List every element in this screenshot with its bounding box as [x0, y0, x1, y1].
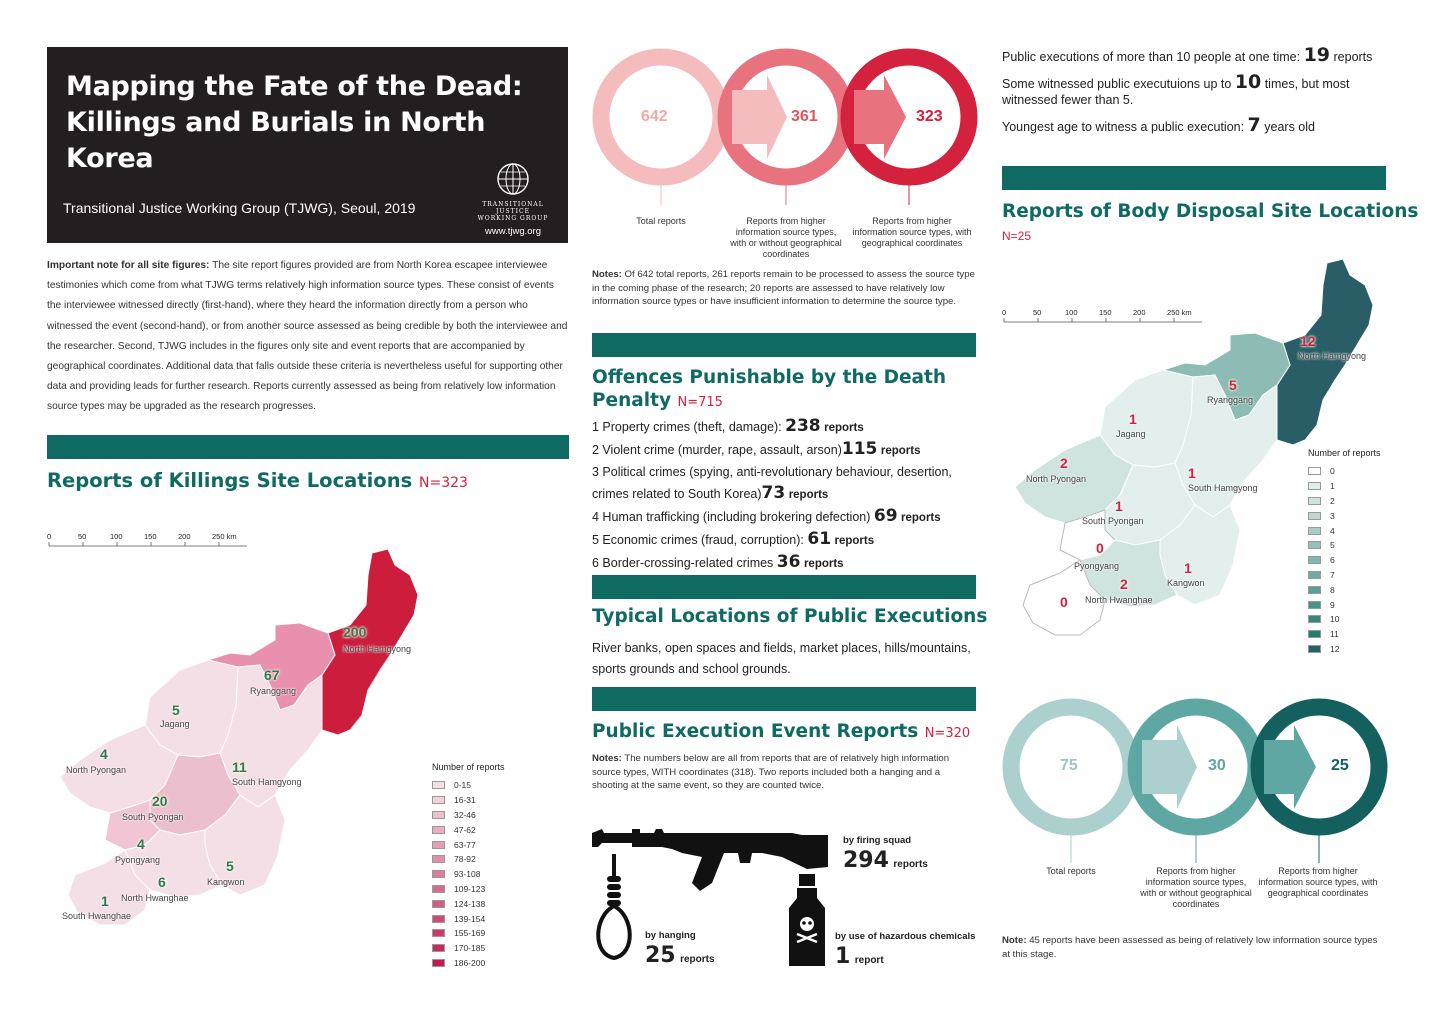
- legend-swatch: [432, 944, 445, 952]
- flow-value-coords: 25: [1331, 757, 1349, 774]
- disposal-legend-row: [1308, 553, 1381, 568]
- killings-count-jagang: 5: [172, 702, 180, 718]
- disposal-legend-row: [1308, 642, 1381, 657]
- disposal-legend-row: [1308, 494, 1381, 509]
- legend-swatch: [1308, 601, 1321, 609]
- killings-legend-row: [432, 896, 505, 911]
- legend-swatch: [1308, 615, 1321, 623]
- legend-swatch: [432, 796, 445, 804]
- killings-legend-row: [432, 926, 505, 941]
- legend-label: 47-62: [454, 824, 476, 835]
- legend-swatch: [432, 870, 445, 878]
- disposal-legend-row: [1308, 508, 1381, 523]
- legend-label: 170-185: [454, 943, 486, 954]
- subtitle: Transitional Justice Working Group (TJWG), Seoul, 2019: [63, 200, 416, 216]
- legend-label: 6: [1330, 555, 1335, 566]
- killings-count-north-hamgyong: 200: [343, 624, 367, 640]
- disposal-count-north-pyongan: 2: [1060, 455, 1068, 471]
- legend-swatch: [432, 841, 445, 849]
- killings-label-ryanggang: Ryanggang: [250, 686, 297, 696]
- legend-swatch: [432, 929, 445, 937]
- killings-legend-row: [432, 941, 505, 956]
- disposal-legend-row: [1308, 612, 1381, 627]
- scale-bar: 0 50 100 150 200 250 km: [47, 532, 237, 541]
- killings-count-south-hamgyong: 11: [232, 759, 247, 775]
- flow-value-total: 642: [641, 108, 668, 125]
- legend-label: 11: [1330, 629, 1339, 640]
- section-divider: [1002, 166, 1386, 190]
- legend-label: 139-154: [454, 913, 486, 924]
- legend-label: 7: [1330, 569, 1335, 580]
- legend-swatch: [1308, 527, 1321, 535]
- killings-legend-row: [432, 837, 505, 852]
- disposal-count-south-hwanghae: 0: [1060, 594, 1068, 610]
- killings-legend-row: [432, 822, 505, 837]
- fact-youngest-age: Youngest age to witness a public execution: 7 years old: [1002, 114, 1315, 136]
- disposal-label-south-pyongan: South Pyongan: [1082, 516, 1144, 526]
- public-facts: [1002, 45, 1387, 138]
- chemical-bottle-icon: [787, 874, 827, 966]
- legend-label: 5: [1330, 540, 1335, 551]
- flow-label-coords: Reports from higher information source types, with geographical coordinates: [1258, 866, 1378, 898]
- section-divider: [592, 575, 976, 599]
- disposal-label-ryanggang: Ryanggang: [1207, 395, 1254, 405]
- legend-label: 10: [1330, 614, 1340, 625]
- killings-label-pyongyang: Pyongyang: [115, 855, 161, 865]
- section-divider: [47, 435, 569, 459]
- killings-label-south-hwanghae: South Hwanghae: [62, 911, 132, 921]
- killings-map-heading: Reports of Killings Site Locations N=323: [47, 469, 468, 492]
- chemicals-stat: by use of hazardous chemicals 1 report: [835, 931, 976, 969]
- killings-count-north-pyongan: 4: [100, 746, 108, 762]
- legend-swatch: [1308, 541, 1321, 549]
- legend-label: 32-46: [454, 809, 476, 820]
- fact-mass-executions: Public executions of more than 10 people at one time: 19 reports: [1002, 44, 1373, 66]
- offence-item: 6 Border-crossing-related crimes 36 reports: [592, 552, 844, 572]
- offences-heading: Offences Punishable by the Death Penalty N=715: [592, 367, 947, 411]
- killings-legend-row: [432, 956, 505, 971]
- killings-label-south-pyongan: South Pyongan: [122, 812, 184, 822]
- offence-item: 1 Property crimes (theft, damage): 238 reports: [592, 416, 864, 436]
- disposal-count-north-hwanghae: 2: [1120, 576, 1128, 592]
- locations-text: River banks, open spaces and fields, market places, hills/mountains, sports grounds and school grounds.: [592, 641, 971, 676]
- disposal-legend-row: [1308, 464, 1381, 479]
- legend-swatch: [432, 781, 445, 789]
- disposal-count-jagang: 1: [1129, 411, 1137, 427]
- flow-value-higher: 30: [1208, 757, 1226, 774]
- killings-label-south-hamgyong: South Hamgyong: [232, 777, 302, 787]
- disposal-label-north-hamgyong: North Hamgyong: [1298, 351, 1367, 361]
- killings-legend-row: [432, 852, 505, 867]
- disposal-legend-row: [1308, 538, 1381, 553]
- disposal-label-kangwon: Kangwon: [1167, 578, 1205, 588]
- events-notes: Notes: The numbers below are all from reports that are of relatively high information source types, WITH coordinates (318). Two reports included both a hanging and a shooting at the same event, so they are counted twice.: [592, 753, 950, 791]
- flow-value-higher: 361: [791, 108, 818, 125]
- legend-label: 78-92: [454, 854, 476, 865]
- section-divider: [592, 687, 976, 711]
- flow-label-total: Total reports: [636, 216, 686, 226]
- flow-value-coords: 323: [916, 108, 943, 125]
- legend-label: 12: [1330, 643, 1340, 654]
- killings-count-south-pyongan: 20: [152, 793, 168, 809]
- offence-item: 4 Human trafficking (including brokering defection) 69 reports: [592, 506, 941, 526]
- disposal-legend-row: [1308, 582, 1381, 597]
- globe-icon: [496, 162, 530, 196]
- disposal-label-north-pyongan: North Pyongan: [1026, 474, 1087, 484]
- legend-label: 186-200: [454, 957, 486, 968]
- legend-label: 93-108: [454, 869, 481, 880]
- legend-swatch: [1308, 645, 1321, 653]
- killings-count-south-hwanghae: 1: [101, 893, 109, 909]
- disposal-map-heading: Reports of Body Disposal Site Locations: [1002, 201, 1419, 222]
- legend-label: 3: [1330, 510, 1335, 521]
- legend-label: 0: [1330, 466, 1335, 477]
- disposal-count-south-pyongan: 1: [1115, 498, 1123, 514]
- legend-swatch: [1308, 571, 1321, 579]
- flow-label-coords: Reports from higher information source types, with geographical coordinates: [852, 216, 972, 248]
- region-north-hamgyong[interactable]: [322, 549, 418, 735]
- fact-witness-frequency: Some witnessed public executuions up to 10 times, but most witnessed fewer than 5.: [1002, 71, 1350, 107]
- legend-swatch: [432, 915, 445, 923]
- flow-label-higher: Reports from higher information source types, with or without geographical coordinates: [1140, 866, 1252, 909]
- legend-swatch: [1308, 497, 1321, 505]
- legend-swatch: [1308, 556, 1321, 564]
- legend-label: 109-123: [454, 883, 486, 894]
- killings-legend-row: [432, 808, 505, 823]
- killings-label-north-hamgyong: North Hamgyong: [343, 644, 412, 654]
- legend-swatch: [1308, 467, 1321, 475]
- legend-label: 124-138: [454, 898, 486, 909]
- flow-label-higher: Reports from higher information source types, with or without geographical coordinates: [730, 216, 842, 259]
- legend-swatch: [1308, 482, 1321, 490]
- website-link[interactable]: www.tjwg.org: [485, 226, 541, 237]
- disposal-count-kangwon: 1: [1184, 560, 1192, 576]
- legend-label: 4: [1330, 525, 1335, 536]
- disposal-label-south-hamgyong: South Hamgyong: [1188, 483, 1258, 493]
- legend-swatch: [432, 826, 445, 834]
- important-note: Important note for all site figures: The site report figures provided are from North Korea escapee interviewee testimonies which come from what TJWG terms relatively high information source types. These consist of events the interviewee witnessed directly (first-hand), where they heard the information directly from a person who witnessed the event (second-hand), or from another source assessed as being credible by both the interviewee and the researcher. Second, TJWG includes in the figures only site and event reports that are accompanied by geographical coordinates. Additional data that falls outside these criteria is nevertheless useful for supporting other data and providing leads for further research. Reports currently assessed as being from relatively low information source types may be upgraded as the research progresses.: [47, 260, 568, 413]
- disposal-label-pyongyang: Pyongyang: [1074, 561, 1120, 571]
- killings-count-kangwon: 5: [226, 858, 234, 874]
- flow-value-total: 75: [1060, 757, 1078, 774]
- legend-swatch: [432, 900, 445, 908]
- events-heading: Public Execution Event Reports N=320: [592, 721, 971, 742]
- killings-label-north-pyongan: North Pyongan: [66, 765, 127, 775]
- disposal-count-south-hamgyong: 1: [1188, 465, 1196, 481]
- region-jagang[interactable]: [1100, 370, 1193, 467]
- top-flow-notes: Notes: Of 642 total reports, 261 reports remain to be processed to assess the source type in the coming phase of the research; 20 reports are assessed to have relatively low information source types or have insufficient information to determine the source type.: [592, 269, 975, 307]
- killings-count-ryanggang: 67: [264, 667, 280, 683]
- killings-label-kangwon: Kangwon: [207, 877, 245, 887]
- noose-icon: [592, 854, 642, 962]
- legend-label: 1: [1330, 481, 1335, 492]
- tjwg-logo: TRANSITIONAL JUSTICE WORKING GROUP: [477, 162, 549, 222]
- killings-count-north-hwanghae: 6: [158, 874, 166, 890]
- disposal-count-ryanggang: 5: [1229, 377, 1237, 393]
- legend-label: 8: [1330, 584, 1335, 595]
- disposal-label-jagang: Jagang: [1116, 429, 1146, 439]
- title-box: [47, 47, 568, 243]
- legend-label: 2: [1330, 495, 1335, 506]
- offence-item: 2 Violent crime (murder, rape, assault, arson)115 reports: [592, 439, 921, 459]
- bottom-flow-note: Note: 45 reports have been assessed as being of relatively low information source types at this stage.: [1002, 935, 1378, 960]
- killings-legend-row: [432, 882, 505, 897]
- killings-legend-row: [432, 911, 505, 926]
- section-divider: [592, 333, 976, 357]
- disposal-count-pyongyang: 0: [1096, 540, 1104, 556]
- killings-count-pyongyang: 4: [137, 836, 145, 852]
- disposal-legend: Number of reports 0 1 2 3 4 5 6 7 8 9 10 11 12: [1308, 448, 1381, 656]
- hanging-stat: by hanging 25 reports: [645, 930, 715, 968]
- legend-label: 16-31: [454, 795, 476, 806]
- locations-heading: Typical Locations of Public Executions: [592, 606, 988, 627]
- disposal-legend-row: [1308, 523, 1381, 538]
- disposal-legend-row: [1308, 627, 1381, 642]
- scale-bar: 0 50 100 150 200 250 km: [1002, 308, 1192, 317]
- region-jagang[interactable]: [145, 660, 238, 757]
- killings-label-jagang: Jagang: [160, 719, 190, 729]
- disposal-map-n: N=25: [1002, 229, 1032, 243]
- legend-swatch: [432, 959, 445, 967]
- legend-label: 0-15: [454, 780, 472, 791]
- legend-swatch: [432, 811, 445, 819]
- disposal-legend-row: [1308, 479, 1381, 494]
- flow-label-total: Total reports: [1046, 866, 1096, 876]
- legend-swatch: [432, 855, 445, 863]
- legend-swatch: [1308, 512, 1321, 520]
- killings-legend-row: [432, 793, 505, 808]
- legend-swatch: [432, 885, 445, 893]
- disposal-count-north-hamgyong: 12: [1300, 333, 1316, 349]
- page-title: Mapping the Fate of the Dead: Killings and Burials in North Korea: [66, 71, 523, 174]
- legend-label: 63-77: [454, 839, 476, 850]
- killings-legend: Number of reports 0-15 16-31 32-46 47-62 63-77 78-92 93-108 109-123 124-138 139-154 155-169 170-185 186-200: [432, 762, 505, 970]
- offences-list: [592, 416, 976, 575]
- killings-legend-row: [432, 867, 505, 882]
- killings-legend-row: [432, 778, 505, 793]
- legend-swatch: [1308, 630, 1321, 638]
- disposal-legend-row: [1308, 568, 1381, 583]
- offence-item: 3 Political crimes (spying, anti-revolutionary behaviour, desertion, crimes related to South Korea)73 reports: [592, 465, 952, 503]
- legend-swatch: [1308, 586, 1321, 594]
- offence-item: 5 Economic crimes (fraud, corruption): 61 reports: [592, 529, 875, 549]
- legend-label: 9: [1330, 599, 1335, 610]
- disposal-label-north-hwanghae: North Hwanghae: [1085, 595, 1153, 605]
- disposal-legend-row: [1308, 597, 1381, 612]
- legend-label: 155-169: [454, 928, 486, 939]
- killings-label-north-hwanghae: North Hwanghae: [121, 893, 189, 903]
- bottom-flow-diagram: [1002, 695, 1392, 865]
- firing-squad-stat: by firing squad 294 reports: [843, 835, 928, 873]
